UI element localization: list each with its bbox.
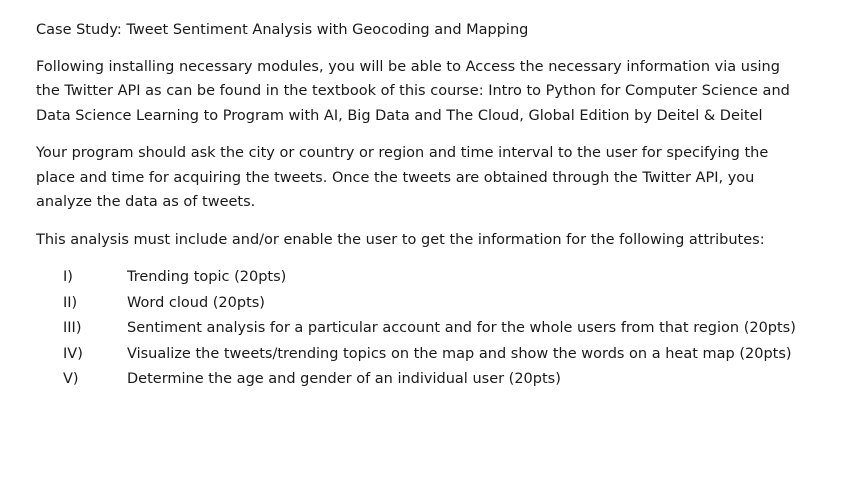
program-paragraph: Your program should ask the city or country or region and time interval to the user for specifying the place and time for acquiring the tweets. Once the tweets are obtained through the Twitter API, you analyze the data as of tweets.	[36, 145, 769, 210]
intro-paragraph: Following installing necessary modules, you will be able to Access the necessary information via using the Twitter API as can be found in the textbook of this course: Intro to Python for Computer Science and Data Science Learning to Program with AI, Big Data and The Cloud, Global Edition by Deitel & Deitel	[36, 58, 790, 124]
list-item-text: Sentiment analysis for a particular account and for the whole users from that region (20pts)	[127, 320, 796, 336]
list-item-number: II)	[63, 294, 78, 311]
list-item-number: IV)	[63, 345, 83, 362]
list-item	[36, 342, 796, 367]
list-item-number: I)	[63, 269, 73, 285]
list-item	[36, 265, 796, 290]
list-item-text: Determine the age and gender of an individual user (20pts)	[127, 371, 561, 387]
list-item	[36, 367, 796, 392]
analysis-paragraph: This analysis must include and/or enable the user to get the information for the following attributes:	[36, 231, 765, 248]
list-item-text: Trending topic (20pts)	[127, 269, 287, 285]
attribute-list	[36, 265, 796, 392]
list-item-number: V)	[63, 371, 79, 387]
list-item	[36, 316, 796, 341]
list-item-text: Visualize the tweets/trending topics on the map and show the words on a heat map (20pts)	[127, 345, 792, 362]
document-body	[36, 18, 796, 393]
document-title: Case Study: Tweet Sentiment Analysis with Geocoding and Mapping	[36, 22, 529, 38]
list-item	[36, 291, 796, 316]
list-item-number: III)	[63, 320, 82, 336]
list-item-text: Word cloud (20pts)	[127, 294, 265, 311]
